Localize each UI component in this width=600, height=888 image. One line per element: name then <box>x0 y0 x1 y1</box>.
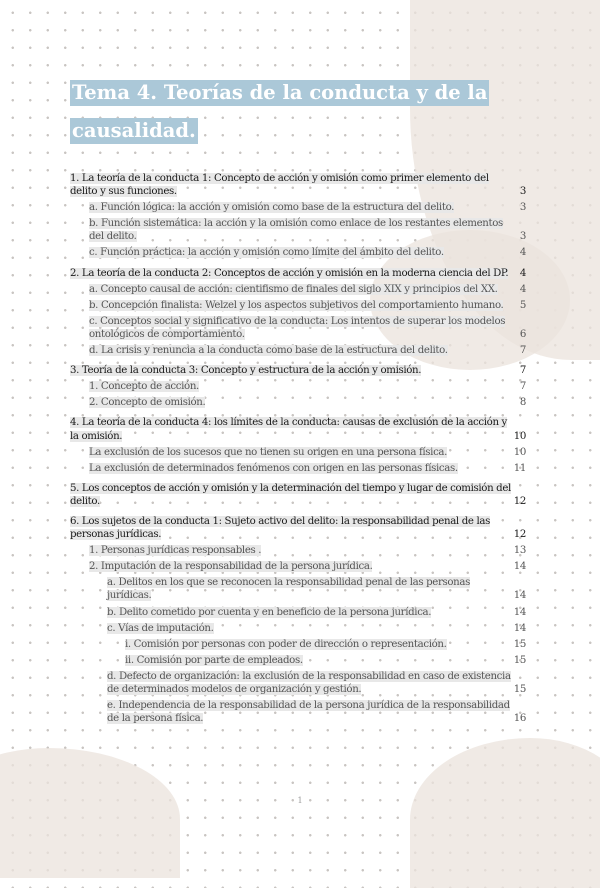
toc-entry[interactable] <box>70 462 526 475</box>
toc-entry-page: 14 <box>513 590 526 602</box>
toc-entry-text: 2. Concepto de omisión. <box>89 397 206 409</box>
toc-entry-text: 1. Concepto de acción. <box>89 381 199 393</box>
toc-entry-text: c. Función práctica: la acción y omisión como límite del ámbito del delito. <box>89 247 444 259</box>
toc-entry[interactable] <box>70 201 526 214</box>
toc-entry-text: a. Función lógica: la acción y omisión como base de la estructura del delito. <box>89 202 455 214</box>
toc-entry[interactable] <box>70 699 526 725</box>
toc-entry-text: 2. La teoría de la conducta 2: Conceptos de acción y omisión en la moderna ciencia del DP. <box>70 267 509 279</box>
toc-entry[interactable] <box>70 364 526 377</box>
toc-entry[interactable] <box>70 654 526 667</box>
toc-entry-page: 5 <box>519 299 526 311</box>
toc-entry[interactable] <box>70 172 526 198</box>
toc-entry-text: 6. Los sujetos de la conducta 1: Sujeto activo del delito: la responsabilidad penal de las personas jurídicas. <box>70 515 490 541</box>
toc-entry-text: a. Delitos en los que se reconocen la responsabilidad penal de las personas jurídicas. <box>107 577 470 602</box>
toc-entry[interactable] <box>70 482 526 508</box>
toc-entry-page: 4 <box>519 267 526 279</box>
toc-entry-page: 12 <box>513 495 526 507</box>
toc-entry[interactable] <box>70 622 526 635</box>
toc-entry-text: d. Defecto de organización: la exclusión de la responsabilidad en caso de existencia de determinados modelos de organización y gestión. <box>107 670 511 695</box>
toc-entry-page: 14 <box>513 561 526 573</box>
toc-entry[interactable] <box>70 606 526 619</box>
toc-entry[interactable] <box>70 267 526 280</box>
toc-entry-page: 14 <box>513 622 526 634</box>
toc-entry-page: 10 <box>513 446 526 458</box>
toc-entry-page: 10 <box>513 430 526 442</box>
toc-entry-text: 4. La teoría de la conducta 4: los límites de la conducta: causas de exclusión de la acción y la omisión. <box>70 417 507 442</box>
toc-entry-text: La exclusión de los sucesos que no tienen su origen en una persona física. <box>89 446 448 458</box>
toc-entry[interactable] <box>70 576 526 602</box>
toc-entry-text: b. Delito cometido por cuenta y en beneficio de la persona jurídica. <box>107 606 432 618</box>
page-number: 1 <box>297 796 303 805</box>
toc-entry-page: 7 <box>519 365 526 377</box>
toc-entry[interactable] <box>70 544 526 557</box>
toc-entry-page: 15 <box>513 654 526 666</box>
toc-entry-text: 1. La teoría de la conducta 1: Concepto de acción y omisión como primer elemento del delito y sus funciones. <box>70 173 489 198</box>
toc-entry[interactable] <box>70 446 526 459</box>
toc-entry-text: c. Conceptos social y significativo de la conducta: Los intentos de superar los modelos ontológicos de comportamiento. <box>89 315 506 340</box>
toc-entry[interactable] <box>70 344 526 357</box>
toc-entry-text: La exclusión de determinados fenómenos con origen en las personas físicas. <box>89 462 458 474</box>
toc-entry-page: 7 <box>519 345 526 357</box>
toc-entry[interactable] <box>70 246 526 259</box>
document-content <box>70 74 526 728</box>
toc-entry-page: 12 <box>513 529 526 541</box>
toc-entry-page: 16 <box>513 713 526 725</box>
toc-entry-text: 3. Teoría de la conducta 3: Concepto y estructura de la acción y omisión. <box>70 365 422 377</box>
toc-entry-page: 15 <box>513 638 526 650</box>
toc-entry-page: 3 <box>519 231 526 243</box>
toc-entry-page: 8 <box>519 397 526 409</box>
toc-entry[interactable] <box>70 380 526 393</box>
toc-entry-page: 3 <box>519 202 526 214</box>
toc-entry-page: 14 <box>513 606 526 618</box>
table-of-contents <box>70 172 526 725</box>
toc-entry-text: e. Independencia de la responsabilidad de la persona jurídica de la responsabilidad de la persona física. <box>107 700 510 725</box>
toc-entry-text: c. Vías de imputación. <box>107 622 214 634</box>
toc-entry-page: 4 <box>519 247 526 259</box>
toc-entry-text: b. Concepción finalista: Welzel y los aspectos subjetivos del comportamiento humano. <box>89 299 504 311</box>
toc-entry-text: i. Comisión por personas con poder de dirección o representación. <box>125 638 447 650</box>
toc-entry-page: 3 <box>519 186 526 198</box>
toc-entry-page: 13 <box>513 545 526 557</box>
toc-entry[interactable] <box>70 396 526 409</box>
toc-entry-page: 11 <box>513 462 526 474</box>
toc-entry-text: 1. Personas jurídicas responsables . <box>89 545 262 557</box>
toc-entry[interactable] <box>70 416 526 442</box>
toc-entry-text: a. Concepto causal de acción: cientifismo de finales del siglo XIX y principios del XX. <box>89 283 498 295</box>
document-title: Tema 4. Teorías de la conducta y de la causalidad. <box>72 81 488 142</box>
toc-entry-text: b. Función sistemática: la acción y la omisión como enlace de los restantes elementos del delito. <box>89 218 503 243</box>
toc-entry[interactable] <box>70 315 526 341</box>
toc-entry[interactable] <box>70 670 526 696</box>
toc-entry-page: 4 <box>519 283 526 295</box>
toc-entry-page: 7 <box>519 381 526 393</box>
toc-entry[interactable] <box>70 283 526 296</box>
toc-entry-text: d. La crisis y renuncia a la conducta como base de la estructura del delito. <box>89 345 448 357</box>
toc-entry-page: 6 <box>519 328 526 340</box>
toc-entry-text: 2. Imputación de la responsabilidad de la persona jurídica. <box>89 561 373 573</box>
toc-entry[interactable] <box>70 217 526 243</box>
decorative-blob-bottom-right <box>410 738 600 888</box>
toc-entry-text: ii. Comisión por parte de empleados. <box>125 654 303 666</box>
toc-entry[interactable] <box>70 638 526 651</box>
decorative-blob-bottom-left <box>0 748 180 878</box>
toc-entry[interactable] <box>70 515 526 541</box>
toc-entry[interactable] <box>70 299 526 312</box>
toc-entry-page: 15 <box>513 684 526 695</box>
toc-entry[interactable] <box>70 560 526 573</box>
toc-entry-text: 5. Los conceptos de acción y omisión y la determinación del tiempo y lugar de comisión del delito. <box>70 482 511 507</box>
